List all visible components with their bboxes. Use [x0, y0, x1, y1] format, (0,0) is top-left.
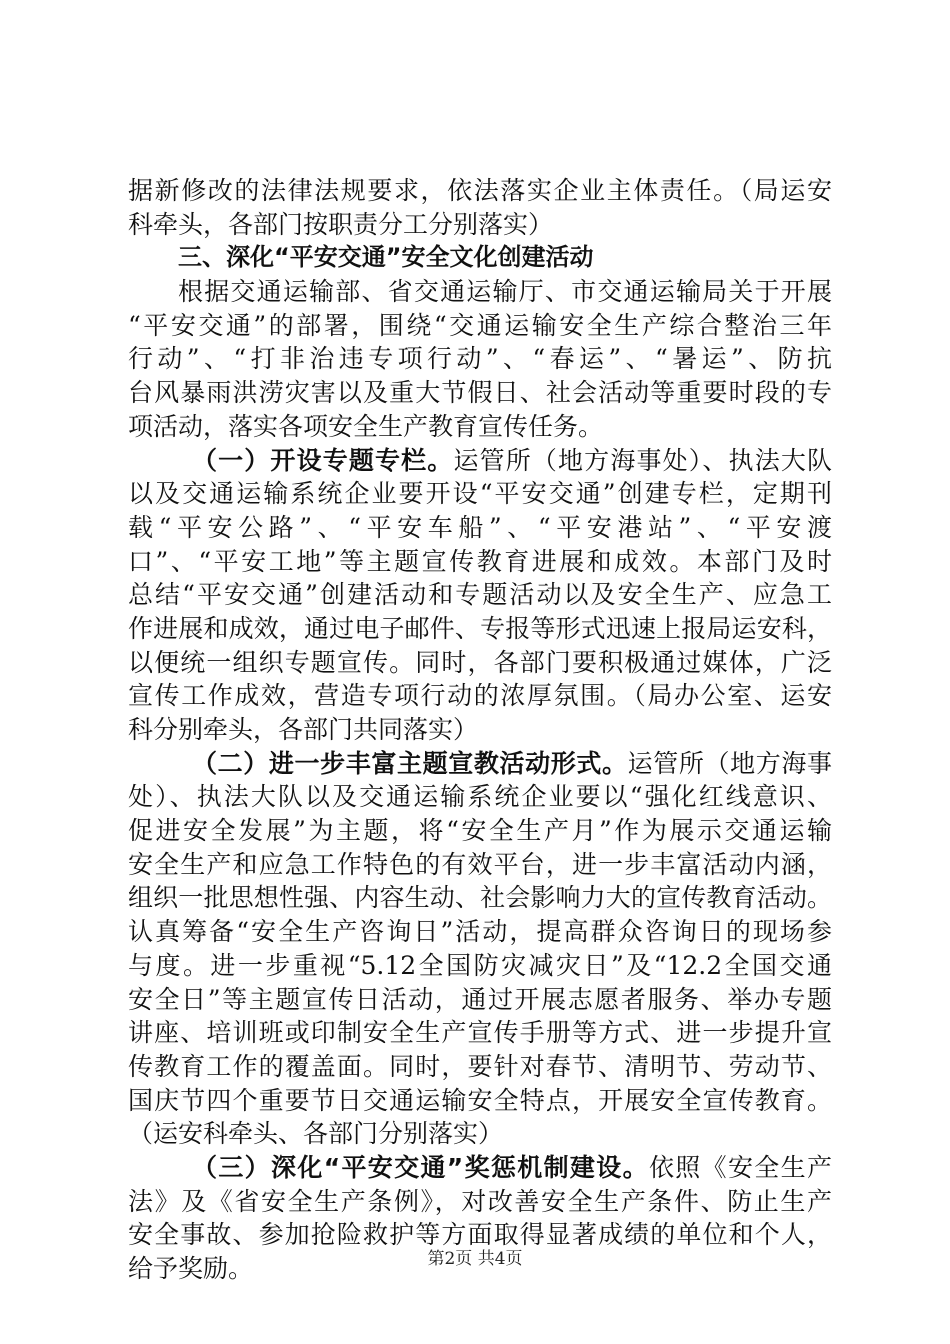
body-line: 科分别牵头，各部门共同落实）: [128, 715, 479, 744]
subheading-three: （三）深化“平安交通”奖惩机制建设。: [192, 1152, 649, 1182]
body-line: 总结“平安交通”创建活动和专题活动以及安全生产、应急工: [128, 580, 832, 610]
body-line: 给予奖励。: [128, 1254, 254, 1283]
body-line: 科牵头，各部门按职责分工分别落实）: [128, 209, 554, 239]
body-line: 口”、“平安工地”等主题宣传教育进展和成效。本部门及时: [128, 546, 832, 576]
body-line: 载“平安公路”、“平安车船”、“平安港站”、“平安渡: [128, 512, 832, 542]
body-line: 台风暴雨洪涝灾害以及重大节假日、社会活动等重要时段的专: [128, 378, 832, 408]
body-line: 促进安全发展”为主题，将“安全生产月”作为展示交通运输: [128, 816, 832, 846]
body-line: 项活动，落实各项安全生产教育宣传任务。: [128, 411, 604, 441]
body-text-span: 运管所（地方海事处）、执法大队: [453, 445, 832, 475]
body-line: 安全生产和应急工作特色的有效平台，进一步丰富活动内涵，: [128, 849, 832, 879]
body-line: 讲座、培训班或印制安全生产宣传手册等方式、进一步提升宣: [128, 1018, 832, 1048]
body-line: 认真筹备“安全生产咨询日”活动，提高群众咨询日的现场参: [128, 917, 832, 947]
paragraph-first-line: [128, 444, 832, 478]
body-line: 处）、执法大队以及交通运输系统企业要以“强化红线意识、: [128, 782, 832, 812]
subheading-one: （一）开设专题专栏。: [192, 445, 454, 475]
paragraph-first-line: [128, 747, 832, 781]
body-text-span: 依照《安全生产: [648, 1152, 832, 1182]
body-line: 组织一批思想性强、内容生动、社会影响力大的宣传教育活动。: [128, 883, 832, 913]
body-line: 法》及《省安全生产条例》，对改善安全生产条件、防止生产: [128, 1186, 832, 1216]
body-line: 安全日”等主题宣传日活动，通过开展志愿者服务、举办专题: [128, 984, 832, 1014]
body-line: 根据交通运输部、省交通运输厅、市交通运输局关于开展: [178, 277, 832, 307]
body-text-span: 运管所（地方海事: [627, 748, 832, 778]
body-line: 传教育工作的覆盖面。同时，要针对春节、清明节、劳动节、: [128, 1051, 832, 1081]
body-line: 据新修改的法律法规要求，依法落实企业主体责任。（局运安: [128, 176, 832, 205]
document-body: [128, 174, 832, 1286]
body-line: 国庆节四个重要节日交通运输安全特点，开展安全宣传教育。: [128, 1085, 832, 1115]
body-line: 与度。进一步重视“5.12全国防灾减灾日”及“12.2全国交通: [128, 950, 832, 980]
body-line: 以及交通运输系统企业要开设“平安交通”创建专栏，定期刊: [128, 479, 832, 509]
body-line: 宣传工作成效，营造专项行动的浓厚氛围。（局办公室、运安: [128, 681, 832, 711]
page-footer: 第2页 共4页: [427, 1249, 523, 1269]
body-line: 以便统一组织专题宣传。同时，各部门要积极通过媒体，广泛: [128, 647, 832, 677]
body-line: “平安交通”的部署，围绕“交通运输安全生产综合整治三年: [128, 310, 832, 340]
body-line: （运安科牵头、各部门分别落实）: [128, 1119, 504, 1149]
body-line: 安全事故、参加抢险救护等方面取得显著成绩的单位和个人，: [128, 1220, 832, 1250]
paragraph-first-line: [128, 1151, 832, 1185]
body-line: 行动”、“打非治违专项行动”、“春运”、“暑运”、防抗: [128, 344, 832, 374]
section-heading: 三、深化“平安交通”安全文化创建活动: [178, 243, 594, 272]
subheading-two: （二）进一步丰富主题宣教活动形式。: [192, 748, 628, 778]
body-line: 作进展和成效，通过电子邮件、专报等形式迅速上报局运安科，: [128, 613, 832, 643]
